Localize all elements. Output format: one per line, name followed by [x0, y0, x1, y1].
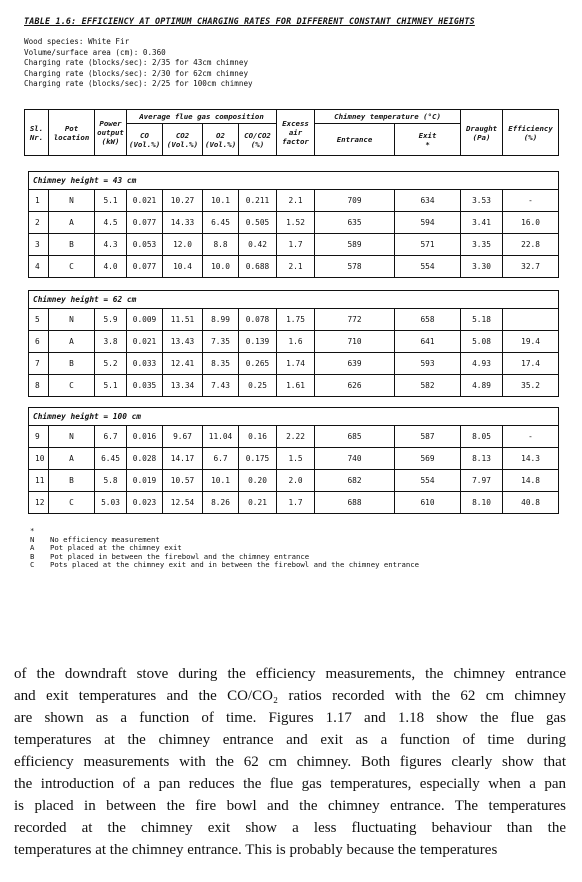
table-cell: 0.20: [239, 470, 277, 492]
table-cell: 8: [29, 375, 49, 397]
footnote-text: Pots placed at the chimney exit and in between the firebowl and the chimney entrance: [50, 560, 420, 570]
table-cell: 594: [395, 212, 461, 234]
section-label: Chimney height = 43 cm: [29, 172, 559, 190]
table-row: [29, 470, 559, 492]
table-cell: 8.35: [203, 353, 239, 375]
table-body: [29, 309, 559, 397]
table-cell: 8.8: [203, 234, 239, 256]
table-cell: 4.5: [95, 212, 127, 234]
table-cell: 639: [315, 353, 395, 375]
table-cell: 13.34: [163, 375, 203, 397]
table-cell: 709: [315, 190, 395, 212]
table-cell: 4.89: [461, 375, 503, 397]
table-body: [29, 426, 559, 514]
table-cell: A: [49, 331, 95, 353]
table-cell: 3.35: [461, 234, 503, 256]
table-cell: 32.7: [503, 256, 559, 278]
table-cell: 0.023: [127, 492, 163, 514]
table-cell: 0.077: [127, 212, 163, 234]
table-cell: 10: [29, 448, 49, 470]
paragraph-line: the introduction of a pan reduces the flue gas temperatures, especially when a pan: [14, 776, 566, 792]
table-cell: 710: [315, 331, 395, 353]
footnote-text: No efficiency measurement: [50, 534, 160, 544]
table-cell: C: [49, 375, 95, 397]
table-cell: 0.25: [239, 375, 277, 397]
table-cell: 5.1: [95, 375, 127, 397]
table-cell: 12: [29, 492, 49, 514]
table-cell: N: [49, 190, 95, 212]
table-cell: 6.45: [203, 212, 239, 234]
paragraph-line: efficiency measurements with the 62 cm chimney. Both figures clearly show that: [14, 754, 566, 770]
table-cell: 554: [395, 470, 461, 492]
charging-rate-100: Charging rate (blocks/sec): 2/25 for 100cm chimney: [24, 79, 253, 89]
table-cell: 772: [315, 309, 395, 331]
col-exit: Exit *: [395, 124, 461, 156]
table-cell: 0.265: [239, 353, 277, 375]
col-co2: CO2 (Vol.%): [163, 124, 203, 156]
charging-rate-43: Charging rate (blocks/sec): 2/35 for 43cm chimney: [24, 58, 249, 68]
table-metadata: [24, 37, 253, 90]
footnotes: [30, 527, 419, 570]
col-co: CO (Vol.%): [127, 124, 163, 156]
col-excess-air: Excess air factor: [277, 110, 315, 156]
col-power-output: Power output (kW): [95, 110, 127, 156]
section-43cm: [28, 171, 559, 278]
table-cell: B: [49, 353, 95, 375]
col-co-co2: CO/CO2 (%): [239, 124, 277, 156]
col-efficiency: Efficiency (%): [503, 110, 559, 156]
table-cell: 35.2: [503, 375, 559, 397]
volume-surface-ratio: Volume/surface area (cm): 0.360: [24, 47, 166, 57]
table-cell: -: [503, 426, 559, 448]
table-cell: 0.688: [239, 256, 277, 278]
table-cell: 0.175: [239, 448, 277, 470]
table-cell: 0.211: [239, 190, 277, 212]
table-cell: 578: [315, 256, 395, 278]
table-header: [24, 109, 559, 156]
table-cell: 13.43: [163, 331, 203, 353]
table-cell: B: [49, 470, 95, 492]
table-cell: 2.1: [277, 256, 315, 278]
table-cell: 4.0: [95, 256, 127, 278]
paragraph-line: temperatures at the chimney entrance. This is probably because the temperatures: [14, 842, 498, 858]
paragraph-line: and exit temperatures and the CO/CO₂ ratios recorded with the 62 cm chimney: [14, 688, 566, 704]
table-cell: 12.41: [163, 353, 203, 375]
footnote-key: *: [30, 526, 35, 535]
body-paragraph: [14, 663, 566, 861]
table-row: [29, 448, 559, 470]
table-cell: A: [49, 448, 95, 470]
table-row: [29, 190, 559, 212]
table-cell: 0.077: [127, 256, 163, 278]
table-row: [29, 492, 559, 514]
section-label: Chimney height = 62 cm: [29, 291, 559, 309]
charging-rate-62: Charging rate (blocks/sec): 2/30 for 62cm chimney: [24, 68, 249, 78]
table-cell: 6.7: [203, 448, 239, 470]
footnote-key: A: [30, 543, 35, 553]
table-cell: 6.7: [95, 426, 127, 448]
table-cell: 40.8: [503, 492, 559, 514]
table-cell: 5.8: [95, 470, 127, 492]
table-cell: B: [49, 234, 95, 256]
table-cell: 0.139: [239, 331, 277, 353]
table-cell: 0.053: [127, 234, 163, 256]
table-cell: 17.4: [503, 353, 559, 375]
table-cell: 5.08: [461, 331, 503, 353]
table-cell: C: [49, 492, 95, 514]
table-cell: 11.04: [203, 426, 239, 448]
table-cell: 0.009: [127, 309, 163, 331]
col-sl-no: Sl. Nr.: [25, 110, 49, 156]
table-cell: 16.0: [503, 212, 559, 234]
table-row: [29, 353, 559, 375]
table-cell: 3.8: [95, 331, 127, 353]
table-cell: 12.54: [163, 492, 203, 514]
footnote-key: N: [30, 534, 35, 544]
table-cell: 11.51: [163, 309, 203, 331]
col-chimney-temp-group: Chimney temperature (°C): [315, 110, 461, 124]
table-cell: A: [49, 212, 95, 234]
table-cell: 22.8: [503, 234, 559, 256]
table-row: [29, 331, 559, 353]
table-cell: 1.75: [277, 309, 315, 331]
table-cell: -: [503, 190, 559, 212]
table-cell: 1.74: [277, 353, 315, 375]
table-cell: 11: [29, 470, 49, 492]
table-cell: 0.021: [127, 190, 163, 212]
table-cell: 634: [395, 190, 461, 212]
table-cell: N: [49, 309, 95, 331]
table-cell: 9: [29, 426, 49, 448]
table-cell: 5.2: [95, 353, 127, 375]
table-cell: 626: [315, 375, 395, 397]
table-cell: 641: [395, 331, 461, 353]
table-title: TABLE 1.6: EFFICIENCY AT OPTIMUM CHARGING RATES FOR DIFFERENT CONSTANT CHIMNEY HEIGHTS: [24, 16, 475, 26]
table-cell: 0.028: [127, 448, 163, 470]
table-cell: 3.30: [461, 256, 503, 278]
table-cell: 4: [29, 256, 49, 278]
table-cell: 0.019: [127, 470, 163, 492]
table-row: [29, 309, 559, 331]
table-cell: 0.078: [239, 309, 277, 331]
table-cell: 6: [29, 331, 49, 353]
table-row: [29, 234, 559, 256]
table-cell: 1.61: [277, 375, 315, 397]
table-cell: 8.13: [461, 448, 503, 470]
col-entrance: Entrance: [315, 124, 395, 156]
table-cell: 3: [29, 234, 49, 256]
table-cell: 1: [29, 190, 49, 212]
footnote-text: Pot placed in between the firebowl and the chimney entrance: [50, 551, 310, 561]
col-draught: Draught (Pa): [461, 110, 503, 156]
table-cell: 1.5: [277, 448, 315, 470]
paragraph-line: temperatures at the chimney entrance and exit as a function of time during: [14, 732, 566, 748]
table-cell: 658: [395, 309, 461, 331]
table-cell: 5: [29, 309, 49, 331]
col-flue-gas-group: Average flue gas composition: [127, 110, 277, 124]
table-cell: 3.41: [461, 212, 503, 234]
table-cell: 7.43: [203, 375, 239, 397]
col-o2: O2 (Vol.%): [203, 124, 239, 156]
table-cell: 14.33: [163, 212, 203, 234]
table-cell: 7.97: [461, 470, 503, 492]
table-cell: 554: [395, 256, 461, 278]
table-cell: 7: [29, 353, 49, 375]
table-cell: 1.7: [277, 234, 315, 256]
table-cell: 0.033: [127, 353, 163, 375]
table-cell: 1.6: [277, 331, 315, 353]
section-100cm: [28, 407, 559, 514]
footnote: [30, 561, 419, 570]
table-cell: 0.42: [239, 234, 277, 256]
table-body: [29, 190, 559, 278]
table-cell: 2: [29, 212, 49, 234]
section-label: Chimney height = 100 cm: [29, 408, 559, 426]
table-cell: 2.1: [277, 190, 315, 212]
table-cell: 688: [315, 492, 395, 514]
table-cell: 582: [395, 375, 461, 397]
table-cell: 10.1: [203, 470, 239, 492]
table-cell: 7.35: [203, 331, 239, 353]
table-cell: 8.99: [203, 309, 239, 331]
table-cell: 0.016: [127, 426, 163, 448]
table-cell: 5.18: [461, 309, 503, 331]
table-cell: N: [49, 426, 95, 448]
table-cell: 2.22: [277, 426, 315, 448]
table-row: [29, 212, 559, 234]
table-cell: 9.67: [163, 426, 203, 448]
table-cell: 587: [395, 426, 461, 448]
section-62cm: [28, 290, 559, 397]
paragraph-line: recorded at the chimney exit show a less fluctuating behaviour than the: [14, 820, 566, 836]
table-row: [29, 426, 559, 448]
table-cell: 14.3: [503, 448, 559, 470]
table-row: [29, 375, 559, 397]
table-cell: 10.1: [203, 190, 239, 212]
table-cell: 685: [315, 426, 395, 448]
table-cell: 14.8: [503, 470, 559, 492]
table-cell: 571: [395, 234, 461, 256]
table-cell: 12.0: [163, 234, 203, 256]
table-cell: 569: [395, 448, 461, 470]
table-cell: 593: [395, 353, 461, 375]
table-cell: 14.17: [163, 448, 203, 470]
table-cell: 635: [315, 212, 395, 234]
table-cell: 5.9: [95, 309, 127, 331]
table-cell: 740: [315, 448, 395, 470]
paragraph-line: of the downdraft stove during the efficiency measurements, the chimney entrance: [14, 666, 566, 682]
table-cell: 10.0: [203, 256, 239, 278]
table-cell: 0.505: [239, 212, 277, 234]
table-cell: 5.1: [95, 190, 127, 212]
footnote-text: Pot placed at the chimney exit: [50, 543, 182, 553]
table-cell: 8.05: [461, 426, 503, 448]
paragraph-line: are shown as a function of time. Figures 1.17 and 1.18 show the flue gas: [14, 710, 566, 726]
table-row: [29, 256, 559, 278]
table-cell: 4.3: [95, 234, 127, 256]
table-cell: [503, 309, 559, 331]
col-pot-location: Pot location: [49, 110, 95, 156]
table-cell: 6.45: [95, 448, 127, 470]
table-cell: 2.0: [277, 470, 315, 492]
table-cell: 0.021: [127, 331, 163, 353]
table-cell: 10.57: [163, 470, 203, 492]
table-cell: 589: [315, 234, 395, 256]
footnote-key: C: [30, 560, 35, 570]
table-cell: 8.10: [461, 492, 503, 514]
table-cell: 10.4: [163, 256, 203, 278]
footnote-key: B: [30, 551, 35, 561]
table-cell: 10.27: [163, 190, 203, 212]
table-cell: 0.035: [127, 375, 163, 397]
table-cell: 0.21: [239, 492, 277, 514]
table-cell: 682: [315, 470, 395, 492]
paragraph-line: is placed in between the fire bowl and the chimney entrance. The temperatures: [14, 798, 566, 814]
table-cell: 1.52: [277, 212, 315, 234]
table-cell: 0.16: [239, 426, 277, 448]
table-cell: 1.7: [277, 492, 315, 514]
table-cell: 3.53: [461, 190, 503, 212]
table-cell: 19.4: [503, 331, 559, 353]
table-cell: 610: [395, 492, 461, 514]
table-cell: 4.93: [461, 353, 503, 375]
table-cell: 8.26: [203, 492, 239, 514]
table-cell: 5.03: [95, 492, 127, 514]
wood-species: Wood species: White Fir: [24, 37, 130, 46]
table-cell: C: [49, 256, 95, 278]
